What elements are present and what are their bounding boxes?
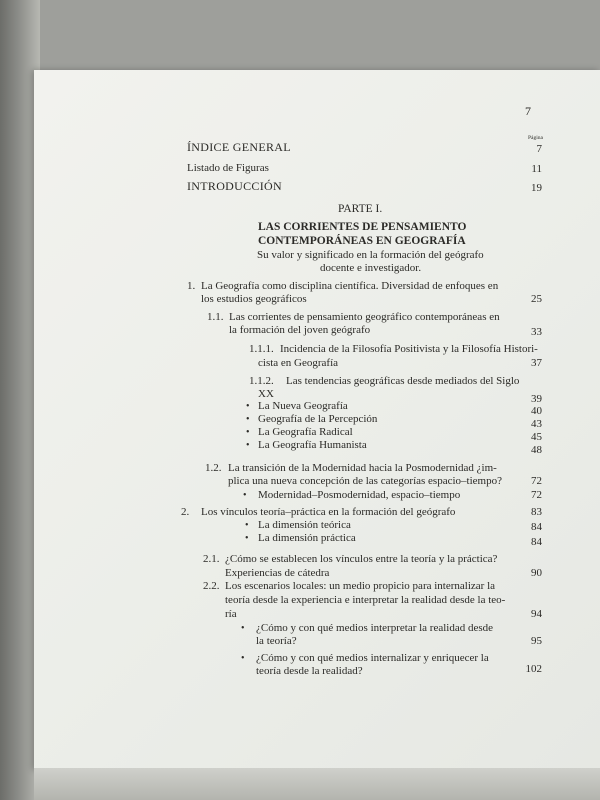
toc-subitem: Modernidad–Posmodernidad, espacio–tiempo <box>258 489 461 501</box>
toc-entry-line: plica una nueva concepción de las categorías espacio–tiempo? <box>228 475 502 487</box>
toc-page-number: 83 <box>531 506 542 518</box>
toc-page-number: 90 <box>531 567 542 579</box>
page-column-header: Página <box>528 135 543 141</box>
toc-page-number: 45 <box>531 431 542 443</box>
toc-entry-line: Los escenarios locales: un medio propicio para internalizar la <box>225 580 496 592</box>
toc-entry-introduccion: INTRODUCCIÓN <box>187 179 282 193</box>
toc-entry-line: la formación del joven geógrafo <box>229 324 371 336</box>
toc-subitem: ¿Cómo y con qué medios interpretar la realidad desde <box>256 622 494 634</box>
page-folio: 7 <box>525 104 531 118</box>
toc-page-number: 95 <box>531 635 542 647</box>
toc-page-number: 84 <box>531 536 542 548</box>
toc-entry-indice: ÍNDICE GENERAL <box>187 140 291 154</box>
toc-entry-line: cista en Geografía <box>258 357 339 369</box>
toc-page-number: 72 <box>531 475 542 487</box>
toc-subitem: La Geografía Humanista <box>258 439 367 451</box>
toc-page-number: 11 <box>531 163 542 175</box>
toc-subitem: la teoría? <box>256 635 297 647</box>
toc-subitem: Geografía de la Percepción <box>258 413 378 425</box>
toc-number: 1. <box>187 280 196 292</box>
bullet-icon: • <box>241 653 245 664</box>
toc-number: 2.2. <box>203 580 220 592</box>
toc-entry-line: ría <box>225 608 237 620</box>
toc-subitem: La dimensión teórica <box>258 519 351 531</box>
toc-entry-line: los estudios geográficos <box>201 293 307 305</box>
toc-page-number: 37 <box>531 357 542 369</box>
toc-number: 2. <box>181 506 190 518</box>
part-subtitle-line2: docente e investigador. <box>320 262 422 274</box>
toc-entry-line: La Geografía como disciplina científica. Diversidad de enfoques en <box>201 280 499 292</box>
bullet-icon: • <box>241 623 245 634</box>
toc-entry-line: Incidencia de la Filosofía Positivista y la Filosofía Histori- <box>280 343 538 355</box>
toc-entry-line: Las tendencias geográficas desde mediados del Siglo <box>286 375 520 387</box>
bullet-icon: • <box>246 427 250 438</box>
bullet-icon: • <box>246 414 250 425</box>
bullet-icon: • <box>246 440 250 451</box>
toc-page-number: 94 <box>531 608 542 620</box>
toc-entry-line: ¿Cómo se establecen los vínculos entre la teoría y la práctica? <box>225 553 498 565</box>
toc-page-number: 7 <box>536 143 542 155</box>
page-stack-edge <box>34 768 600 800</box>
toc-entry-figuras: Listado de Figuras <box>187 162 269 174</box>
bullet-icon: • <box>243 490 247 501</box>
toc-entry-line: La transición de la Modernidad hacia la Posmodernidad ¿im- <box>228 462 497 474</box>
toc-entry-line: XX <box>258 388 274 400</box>
toc-page-number: 40 <box>531 405 542 417</box>
toc-number: 1.1.1. <box>249 343 274 355</box>
part-title-line1: LAS CORRIENTES DE PENSAMIENTO <box>258 221 467 233</box>
toc-page-number: 43 <box>531 418 542 430</box>
part-title-line2: CONTEMPORÁNEAS EN GEOGRAFÍA <box>258 235 466 247</box>
part-label: PARTE I. <box>338 203 383 215</box>
bullet-icon: • <box>246 401 250 412</box>
toc-page-number: 39 <box>531 393 542 405</box>
toc-number: 2.1. <box>203 553 220 565</box>
toc-entry-line: teoría desde la experiencia e interpretar la realidad desde la teo- <box>225 594 506 606</box>
part-subtitle-line1: Su valor y significado en la formación del geógrafo <box>257 249 484 261</box>
toc-page-number: 48 <box>531 444 542 456</box>
toc-number: 1.2. <box>205 462 222 474</box>
toc-entry-line: Los vínculos teoría–práctica en la formación del geógrafo <box>201 506 456 518</box>
bullet-icon: • <box>245 533 249 544</box>
toc-number: 1.1. <box>207 311 224 323</box>
toc-subitem: teoría desde la realidad? <box>256 665 363 677</box>
toc-subitem: ¿Cómo y con qué medios internalizar y enriquecer la <box>256 652 489 664</box>
toc-page-number: 72 <box>531 489 542 501</box>
bullet-icon: • <box>245 520 249 531</box>
toc-subitem: La Nueva Geografía <box>258 400 348 412</box>
toc-page-number: 102 <box>525 663 542 675</box>
toc-page-number: 33 <box>531 326 542 338</box>
toc-subitem: La dimensión práctica <box>258 532 356 544</box>
toc-number: 1.1.2. <box>249 375 274 387</box>
toc-page-number: 19 <box>531 182 542 194</box>
toc-page-number: 25 <box>531 293 542 305</box>
toc-page-number: 84 <box>531 521 542 533</box>
toc-entry-line: Experiencias de cátedra <box>225 567 330 579</box>
toc-subitem: La Geografía Radical <box>258 426 353 438</box>
toc-entry-line: Las corrientes de pensamiento geográfico contemporáneas en <box>229 311 500 323</box>
